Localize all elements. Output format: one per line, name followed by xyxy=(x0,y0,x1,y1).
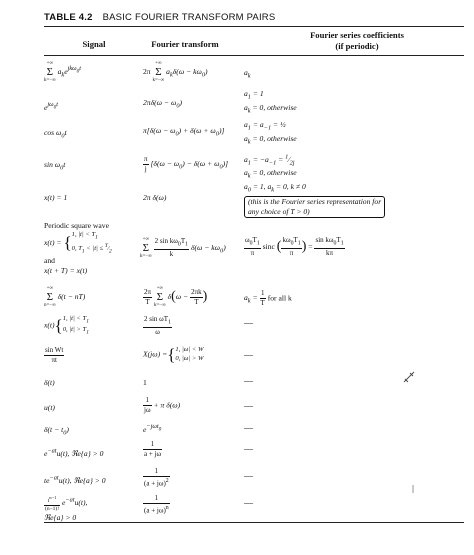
top-rule xyxy=(44,26,464,27)
row5-signal: x(t) = 1 xyxy=(44,193,68,202)
row3-signal: $\cos \omega_0t$ xyxy=(44,128,67,140)
row7-signal: +∞ Σ n=−∞ δ(t − nT) xyxy=(44,286,86,308)
pencil-mark-icon xyxy=(402,370,416,384)
row12-signal: $\delta(t - t_0)$ xyxy=(44,425,69,437)
header-transform: Fourier transform xyxy=(151,39,219,49)
row14-transform: $\frac{1}{(a + j\omega)^2}$ xyxy=(144,467,169,488)
row4-coefficients: $a_1 = -a_{-1}$ = $^1⁄_{2j}$ $a_k = 0$, otherwise xyxy=(244,153,297,180)
row4-transform: $\frac{\pi}{j}$ $[\delta(\omega - \omega_0) - \delta(\omega + \omega_0)]$ xyxy=(144,155,229,173)
row4-signal: $\sin \omega_0t$ xyxy=(44,160,66,172)
row10-transform: 1 xyxy=(143,378,147,387)
row3-coefficients: $a_1 = a_{-1}$ = ½ $a_k = 0$, otherwise xyxy=(244,120,297,146)
row14-signal: $te^{-at}u(t)$, ℜe{a} > 0 xyxy=(44,474,106,485)
row2-signal: $e^{j\omega_0t}$ xyxy=(44,101,59,112)
table-caption xyxy=(44,12,275,23)
row10-coefficients: — xyxy=(244,376,253,386)
row2-coefficients: $a_1 = 1$ $a_k = 0$, otherwise xyxy=(244,89,297,115)
row14-coefficients: — xyxy=(244,471,253,481)
row13-coefficients: — xyxy=(244,444,253,454)
header-rule xyxy=(44,55,464,56)
row7-coefficients: $a_k$ = $\frac{1}{T}$ for all k xyxy=(244,289,292,307)
row5-coefficients: $a_0 = 1$, $a_k = 0$, k ≠ 0 (this is the Fourier series representation for any choice of T > 0) xyxy=(244,182,385,218)
row12-transform: $e^{-j\omega t_0}$ xyxy=(143,423,162,434)
row1-transform: 2π +∞ Σ k=−∞ $a_k\delta(\omega - k\omega_0)$ xyxy=(143,61,208,83)
row9-transform: X(jω) ={1, |ω| < W 0, |ω| > W xyxy=(143,344,204,364)
row11-transform: $\frac{1}{j\omega}$ + π δ(ω) xyxy=(144,396,181,414)
row6-signal: Periodic square wave x(t) = {1, $|t| < T_1$ 0, $T_1 < |t|$ ≤ $^T⁄_2$ and x(t + T) = x(t) xyxy=(44,221,112,275)
row10-signal: δ(t) xyxy=(44,378,55,387)
table-label: TABLE 4.2 xyxy=(44,12,93,23)
row8-coefficients: — xyxy=(244,318,253,328)
header-coefficients xyxy=(262,30,452,52)
pencil-tick-icon xyxy=(410,484,416,494)
bottom-rule xyxy=(44,522,464,523)
row8-signal: x(t){1, $|t| < T_1$ 0, $|t| > T_1$ xyxy=(44,315,89,336)
header-coefficients-line1: Fourier series coefficients xyxy=(310,30,404,40)
row15-signal: $\frac{t^{n-1}}{(n-1)!}$ $e^{-at}u(t)$, ℜe{a} > 0 xyxy=(44,495,88,522)
row8-transform: $\frac{2 \sin \omega T_1}{\omega}$ xyxy=(144,315,171,337)
row13-transform: $\frac{1}{a + j\omega}$ xyxy=(144,440,162,458)
row11-signal: u(t) xyxy=(44,403,55,412)
table-title: BASIC FOURIER TRANSFORM PAIRS xyxy=(102,12,276,23)
row2-transform: $2\pi\delta(\omega - \omega_0)$ xyxy=(143,98,183,110)
row9-signal: $\frac{\text{sin Wt}}{\pi t}$ xyxy=(45,346,64,364)
header-signal: Signal xyxy=(82,39,106,49)
row15-coefficients: — xyxy=(244,498,253,508)
row13-signal: $e^{-at}u(t)$, ℜe{a} > 0 xyxy=(44,447,104,458)
header-coefficients-line2: (if periodic) xyxy=(335,41,379,51)
row6-coefficients: $\frac{\omega_0T_1}{\pi}$ sinc ( $\frac{k\omega_0T_1}{\pi}$ ) = $\frac{\sin k\omega_0T_1}{k\pi}$ xyxy=(245,236,344,258)
row9-coefficients: — xyxy=(244,350,253,360)
row12-coefficients: — xyxy=(244,423,253,433)
row5-transform: 2π δ(ω) xyxy=(143,193,167,202)
row1-signal: +∞ Σ k=−∞ $a_ke^{jk\omega_0t}$ xyxy=(44,61,82,83)
row11-coefficients: — xyxy=(244,401,253,411)
row15-transform: $\frac{1}{(a + j\omega)^n}$ xyxy=(144,494,169,515)
row7-transform: $\frac{2\pi}{T}$ +∞ Σ k=−∞ δ(ω − $\frac{2\pi k}{T}$ ) xyxy=(144,286,208,308)
row6-transform: +∞ Σ k=−∞ $\frac{2 \sin k\omega_0T_1}{k}$ $\delta(\omega - k\omega_0)$ xyxy=(140,236,226,259)
row1-coefficients: $a_k$ xyxy=(244,68,251,80)
row3-transform: $\pi[\delta(\omega - \omega_0) + \delta(\omega + \omega_0)]$ xyxy=(143,126,225,138)
